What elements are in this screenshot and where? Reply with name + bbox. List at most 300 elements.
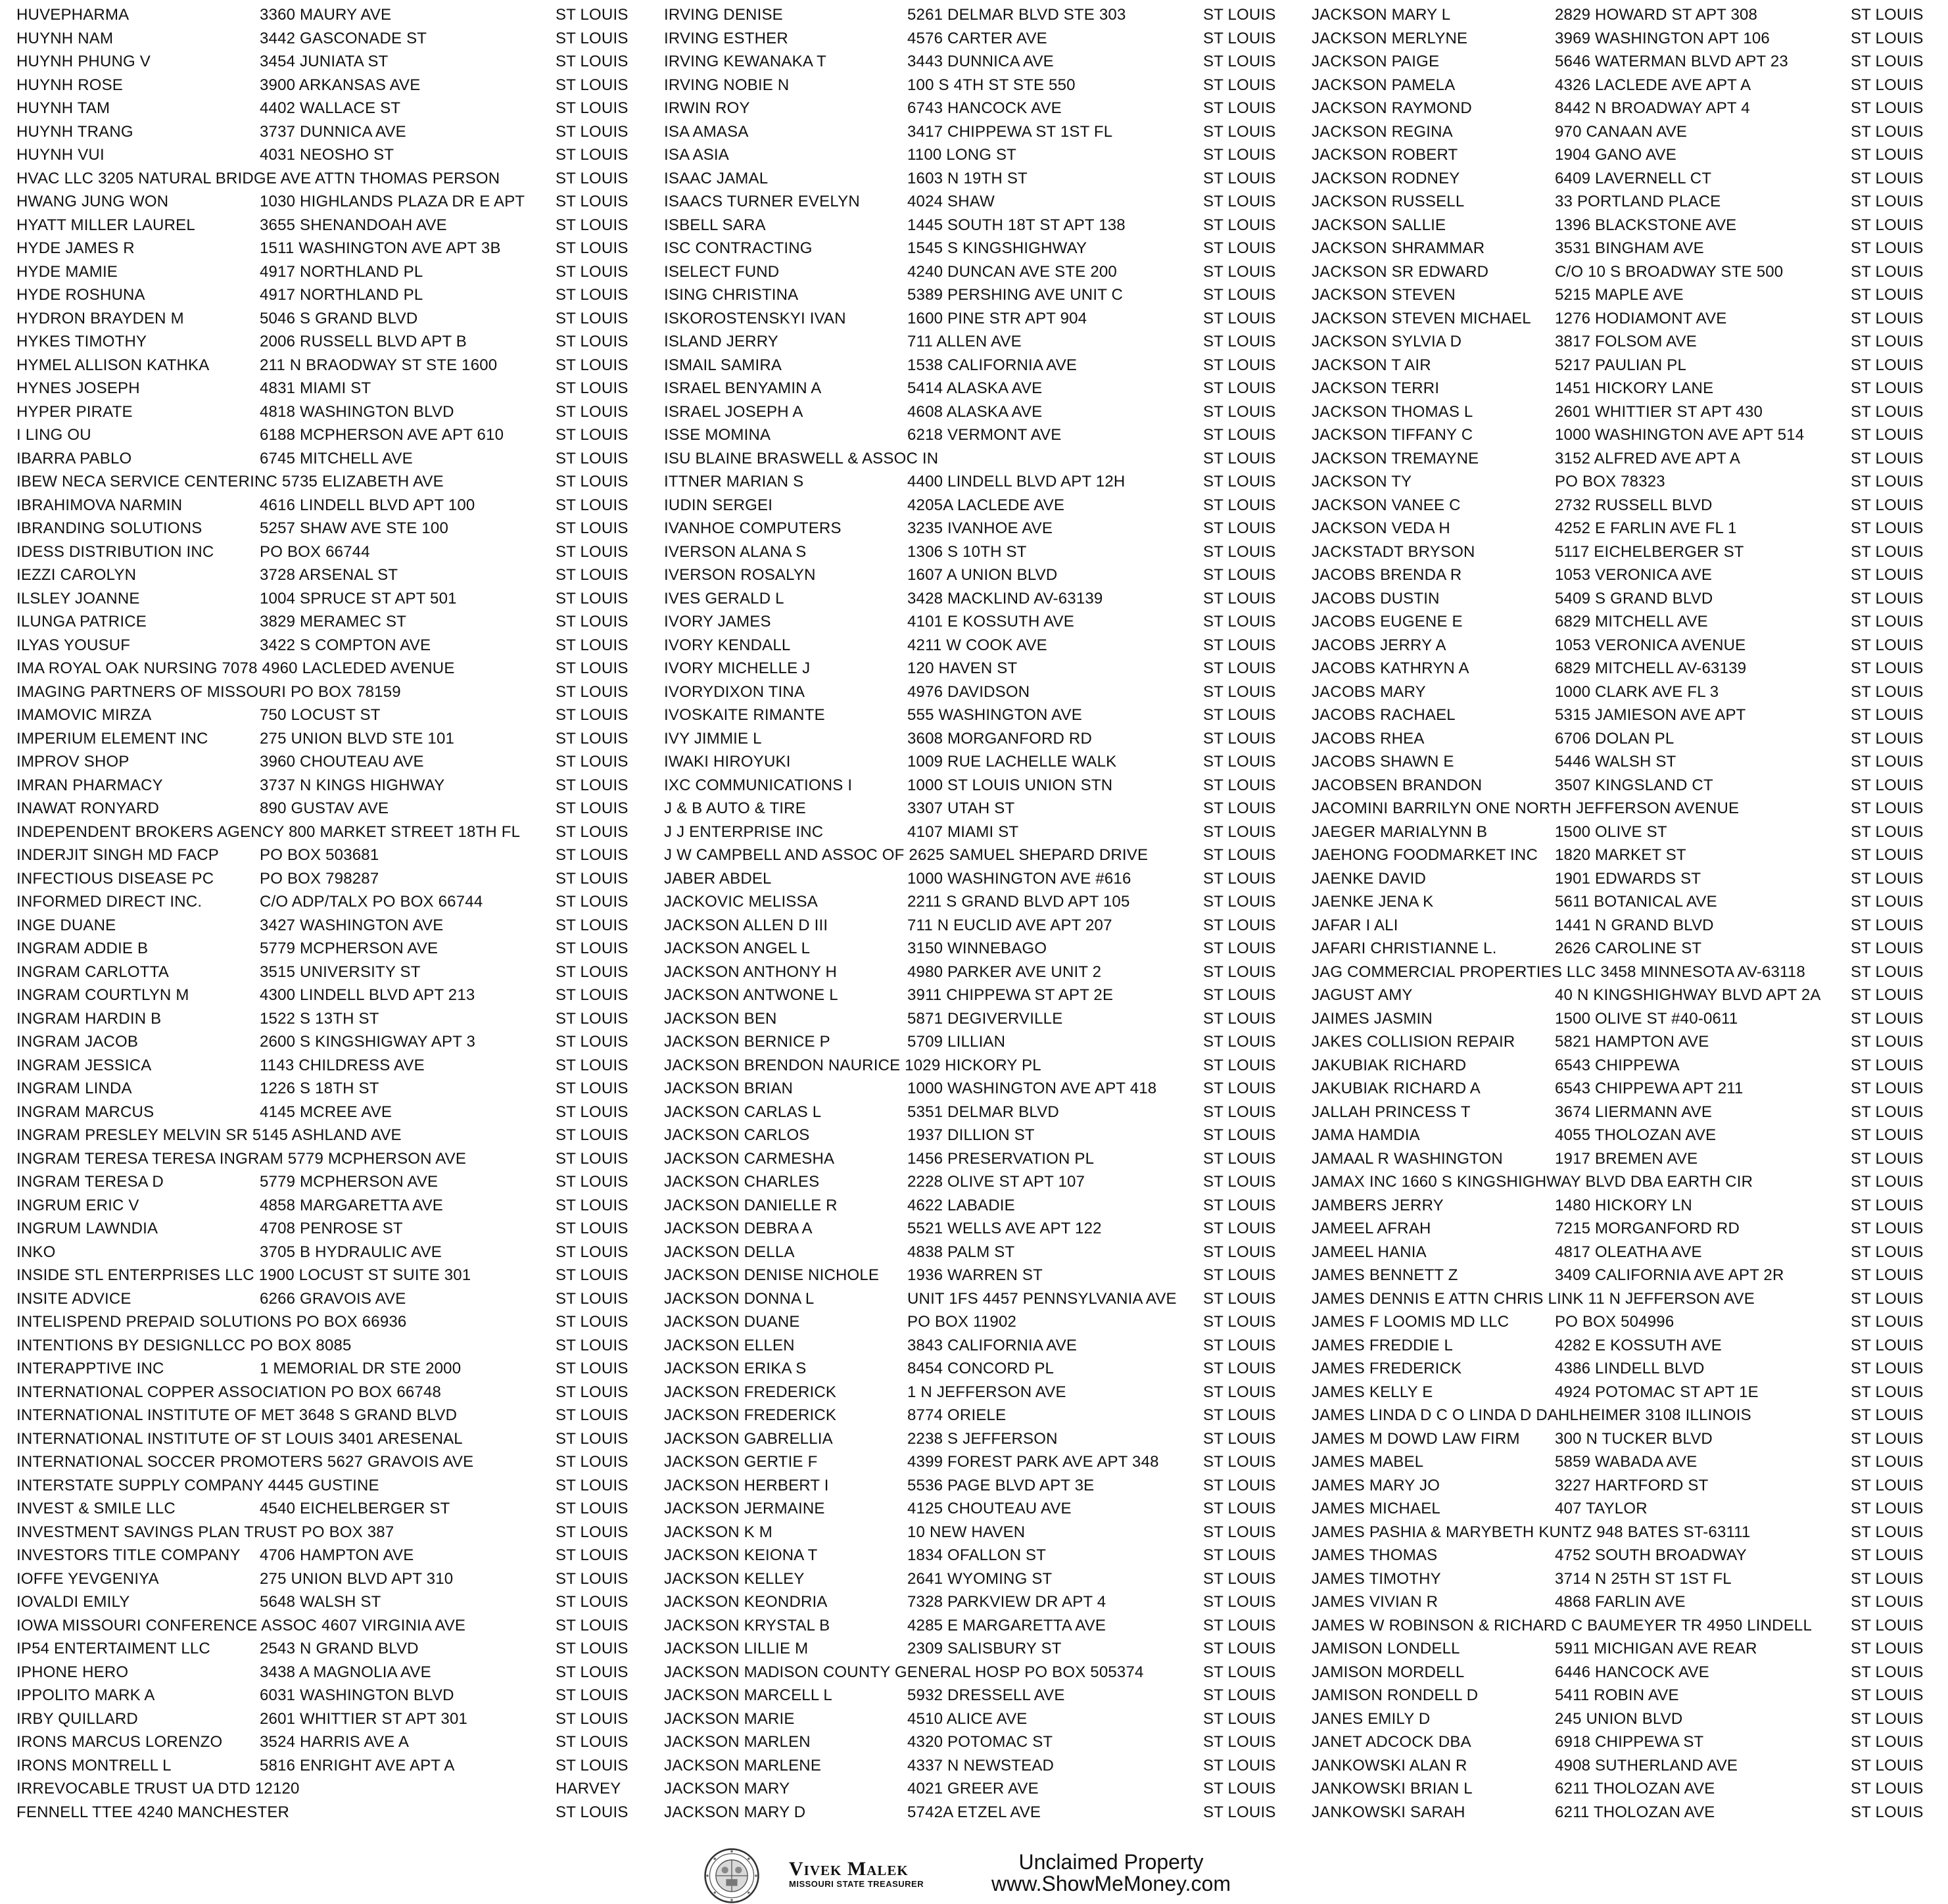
owner-city: ST LOUIS	[1851, 286, 1924, 304]
owner-name: HYATT MILLER LAUREL	[16, 216, 195, 234]
owner-name: JACKSON PAIGE	[1312, 53, 1440, 70]
owner-name: JAIMES JASMIN	[1312, 1009, 1433, 1028]
owner-name-address: ISU BLAINE BRASWELL & ASSOC IN	[664, 449, 939, 467]
owner-address: 5911 MICHIGAN AVE REAR	[1555, 1640, 1757, 1657]
owner-city: ST LOUIS	[1851, 76, 1924, 94]
listing-row	[1312, 657, 1943, 680]
owner-city: ST LOUIS	[556, 1616, 629, 1634]
owner-city: ST LOUIS	[556, 940, 629, 957]
listing-row	[1312, 1054, 1943, 1078]
listing-row	[1312, 890, 1943, 914]
owner-address: 1100 LONG ST	[907, 146, 1017, 164]
listing-row	[664, 1217, 1295, 1241]
owner-city: ST LOUIS	[556, 1663, 629, 1681]
owner-city: ST LOUIS	[1851, 1360, 1924, 1377]
owner-address: 4021 GREER AVE	[907, 1780, 1039, 1797]
owner-address: 4838 PALM ST	[907, 1243, 1015, 1261]
owner-address: 4107 MIAMI ST	[907, 822, 1019, 841]
owner-city: ST LOUIS	[1851, 99, 1924, 117]
owner-address: 1053 VERONICA AVENUE	[1555, 636, 1746, 654]
owner-address: 4145 MCREE AVE	[260, 1103, 392, 1121]
listing-row	[16, 1264, 648, 1287]
listing-row	[16, 1310, 648, 1334]
owner-name: IVORYDIXON TINA	[664, 682, 805, 701]
owner-city: ST LOUIS	[556, 426, 629, 444]
owner-name: INGRAM COURTLYN M	[16, 986, 189, 1004]
owner-name: JACKSON DEBRA A	[664, 1220, 813, 1237]
owner-city: ST LOUIS	[556, 1243, 629, 1261]
owner-city: ST LOUIS	[1851, 1569, 1924, 1588]
owner-name: IVERSON ROSALYN	[664, 566, 816, 584]
owner-address: 3531 BINGHAM AVE	[1555, 239, 1704, 257]
listing-row	[16, 3, 648, 27]
owner-address: 5742A ETZEL AVE	[907, 1803, 1041, 1821]
owner-city: ST LOUIS	[556, 1803, 629, 1821]
state-seal-icon	[703, 1847, 760, 1904]
owner-name: JACOBS SHAWN E	[1312, 753, 1454, 771]
owner-address: PO BOX 503681	[260, 846, 379, 864]
owner-city: ST LOUIS	[1851, 940, 1924, 957]
owner-city: ST LOUIS	[1203, 869, 1276, 888]
owner-name-address: JAMES LINDA D C O LINDA D DAHLHEIMER 3108 ILLINOIS	[1312, 1406, 1751, 1424]
owner-address: 2732 RUSSELL BLVD	[1555, 496, 1713, 514]
owner-city: ST LOUIS	[556, 1733, 629, 1751]
owner-name: IVOSKAITE RIMANTE	[664, 706, 825, 724]
owner-address: 1226 S 18TH ST	[260, 1080, 379, 1097]
owner-name: HWANG JUNG WON	[16, 193, 169, 210]
listing-row	[1312, 1310, 1943, 1334]
owner-name: IP54 ENTERTAIMENT LLC	[16, 1640, 210, 1657]
owner-city: ST LOUIS	[556, 262, 629, 281]
owner-address: 6543 CHIPPEWA	[1555, 1056, 1680, 1074]
listing-row	[664, 377, 1295, 400]
footer	[0, 1841, 1948, 1902]
owner-city: ST LOUIS	[1851, 216, 1924, 234]
owner-address: 4205A LACLEDE AVE	[907, 496, 1065, 514]
listing-row	[16, 354, 648, 377]
owner-city: ST LOUIS	[556, 846, 629, 864]
owner-name: INVEST & SMILE LLC	[16, 1500, 176, 1517]
listing-row	[16, 587, 648, 611]
owner-name: HYMEL ALLISON KATHKA	[16, 356, 210, 374]
listing-row	[1312, 50, 1943, 74]
owner-city: ST LOUIS	[1851, 1173, 1924, 1191]
listing-row	[1312, 423, 1943, 447]
owner-name: IRONS MARCUS LORENZO	[16, 1733, 223, 1751]
listing-row	[16, 703, 648, 727]
owner-address: PO BOX 78323	[1555, 473, 1665, 490]
owner-name: JAMBERS JERRY	[1312, 1196, 1444, 1214]
owner-address: 1834 OFALLON ST	[907, 1546, 1047, 1564]
owner-city: ST LOUIS	[1203, 402, 1276, 421]
owner-name: JACKSON RAYMOND	[1312, 99, 1472, 117]
listing-row	[1312, 447, 1943, 471]
owner-name: JACKSON JERMAINE	[664, 1500, 825, 1517]
owner-city: ST LOUIS	[1851, 1756, 1924, 1774]
owner-name: ITTNER MARIAN S	[664, 473, 804, 490]
listing-row	[16, 540, 648, 564]
owner-name: JACKSON THOMAS L	[1312, 402, 1473, 421]
owner-city: ST LOUIS	[1851, 1266, 1924, 1284]
owner-address: 4706 HAMPTON AVE	[260, 1546, 414, 1564]
owner-city: ST LOUIS	[1851, 1033, 1924, 1051]
owner-city: ST LOUIS	[1851, 1593, 1924, 1611]
listing-row	[1312, 1007, 1943, 1031]
owner-name: INGRAM JACOB	[16, 1033, 139, 1051]
owner-city: ST LOUIS	[1851, 309, 1924, 327]
owner-city: ST LOUIS	[1851, 869, 1924, 888]
owner-city: ST LOUIS	[1203, 426, 1276, 444]
owner-address: 970 CANAAN AVE	[1555, 122, 1688, 141]
owner-name: IPPOLITO MARK A	[16, 1686, 155, 1704]
owner-city: ST LOUIS	[556, 1453, 629, 1471]
owner-address: 4817 OLEATHA AVE	[1555, 1243, 1702, 1261]
listing-column-1	[16, 3, 648, 1824]
listing-row	[664, 1614, 1295, 1638]
listing-row	[664, 540, 1295, 564]
owner-address: 6211 THOLOZAN AVE	[1555, 1780, 1715, 1797]
owner-name: JACKSTADT BRYSON	[1312, 542, 1475, 561]
listing-row	[1312, 97, 1943, 120]
owner-name-address: INTENTIONS BY DESIGNLLCC PO BOX 8085	[16, 1336, 352, 1354]
owner-name: JAMES TIMOTHY	[1312, 1569, 1441, 1588]
owner-city: ST LOUIS	[556, 589, 629, 607]
owner-city: ST LOUIS	[1851, 426, 1924, 444]
listing-row	[664, 470, 1295, 494]
owner-name: JACKSON ANGEL L	[664, 940, 811, 957]
listing-row	[16, 680, 648, 704]
owner-address: 5046 S GRAND BLVD	[260, 309, 418, 327]
listing-row	[16, 377, 648, 400]
owner-address: 1917 BREMEN AVE	[1555, 1149, 1698, 1168]
owner-address: 4055 THOLOZAN AVE	[1555, 1126, 1717, 1144]
owner-city: ST LOUIS	[556, 1593, 629, 1611]
owner-name: ISA ASIA	[664, 146, 729, 164]
owner-city: ST LOUIS	[1851, 542, 1924, 561]
owner-name: IVY JIMMIE L	[664, 729, 762, 748]
listing-row	[664, 867, 1295, 891]
owner-city: ST LOUIS	[556, 286, 629, 304]
listing-row	[16, 1777, 648, 1801]
owner-city: ST LOUIS	[1851, 1663, 1924, 1681]
owner-city: ST LOUIS	[1203, 682, 1276, 701]
owner-city: ST LOUIS	[556, 729, 629, 748]
listing-row	[664, 307, 1295, 331]
listing-row	[1312, 1497, 1943, 1521]
owner-name: JANES EMILY D	[1312, 1709, 1431, 1728]
listing-row	[664, 1077, 1295, 1101]
owner-name: IXC COMMUNICATIONS I	[664, 776, 853, 794]
listing-row	[664, 400, 1295, 424]
listing-row	[1312, 774, 1943, 797]
owner-name: ILSLEY JOANNE	[16, 589, 140, 607]
owner-address: 211 N BRAODWAY ST STE 1600	[260, 356, 498, 374]
listing-row	[16, 423, 648, 447]
owner-name-address: JACKSON MADISON COUNTY GENERAL HOSP PO BOX 505374	[664, 1663, 1144, 1681]
owner-city: ST LOUIS	[1203, 286, 1276, 304]
owner-name: JACKSON VEDA H	[1312, 519, 1450, 537]
owner-city: ST LOUIS	[556, 682, 629, 701]
owner-city: ST LOUIS	[1851, 1289, 1924, 1308]
owner-name: ISLAND JERRY	[664, 333, 779, 350]
listing-row	[664, 1567, 1295, 1591]
owner-name-address: IRREVOCABLE TRUST UA DTD 12120	[16, 1780, 300, 1797]
owner-address: 3911 CHIPPEWA ST APT 2E	[907, 986, 1114, 1004]
owner-city: ST LOUIS	[1851, 496, 1924, 514]
owner-address: 2309 SALISBURY ST	[907, 1640, 1062, 1657]
owner-city: ST LOUIS	[1203, 356, 1276, 374]
listing-row	[16, 517, 648, 540]
owner-city: ST LOUIS	[556, 1103, 629, 1121]
owner-city: ST LOUIS	[556, 122, 629, 141]
owner-city: ST LOUIS	[1851, 379, 1924, 397]
owner-address: 3235 IVANHOE AVE	[907, 519, 1053, 537]
owner-name: JAMES FREDDIE L	[1312, 1336, 1454, 1354]
owner-name: HYDE JAMES R	[16, 239, 135, 257]
owner-address: 6918 CHIPPEWA ST	[1555, 1733, 1704, 1751]
owner-address: 3227 HARTFORD ST	[1555, 1476, 1709, 1494]
owner-city: ST LOUIS	[556, 519, 629, 537]
owner-name: INTERAPPTIVE INC	[16, 1360, 164, 1377]
listing-row	[1312, 750, 1943, 774]
owner-name: JAMAAL R WASHINGTON	[1312, 1149, 1503, 1168]
owner-city: ST LOUIS	[1203, 1546, 1276, 1564]
owner-address: 3728 ARSENAL ST	[260, 566, 398, 584]
listing-row	[664, 1264, 1295, 1287]
owner-city: ST LOUIS	[556, 636, 629, 654]
owner-city: ST LOUIS	[1203, 76, 1276, 94]
owner-city: ST LOUIS	[1203, 753, 1276, 771]
owner-name-address: JAMES PASHIA & MARYBETH KUNTZ 948 BATES ST-63111	[1312, 1523, 1751, 1541]
owner-name: JACKSON CARMESHA	[664, 1149, 835, 1168]
owner-name: JAMISON LONDELL	[1312, 1640, 1460, 1657]
owner-address: 4031 NEOSHO ST	[260, 146, 394, 164]
owner-city: ST LOUIS	[1203, 333, 1276, 350]
listing-row	[1312, 1334, 1943, 1358]
owner-name: HYPER PIRATE	[16, 402, 133, 421]
owner-city: ST LOUIS	[556, 1523, 629, 1541]
owner-address: 1 N JEFFERSON AVE	[907, 1383, 1066, 1401]
owner-city: ST LOUIS	[556, 146, 629, 164]
owner-address: 1 MEMORIAL DR STE 2000	[260, 1360, 462, 1377]
owner-city: ST LOUIS	[556, 99, 629, 117]
owner-address: 120 HAVEN ST	[907, 659, 1018, 677]
owner-address: 5779 MCPHERSON AVE	[260, 1173, 439, 1191]
listing-row	[1312, 1287, 1943, 1311]
owner-name: ILYAS YOUSUF	[16, 636, 131, 654]
listing-row	[16, 1241, 648, 1264]
owner-name-address: INDEPENDENT BROKERS AGENCY 800 MARKET STREET 18TH FL	[16, 822, 521, 841]
owner-city: ST LOUIS	[556, 1709, 629, 1728]
owner-address: 6218 VERMONT AVE	[907, 426, 1062, 444]
owner-city: ST LOUIS	[1203, 659, 1276, 677]
owner-address: 3737 DUNNICA AVE	[260, 122, 406, 141]
owner-name: JACKSON DUANE	[664, 1313, 800, 1331]
owner-name: JACKSON BRIAN	[664, 1080, 793, 1097]
owner-name: HYNES JOSEPH	[16, 379, 140, 397]
owner-address: 1904 GANO AVE	[1555, 146, 1676, 164]
listing-row	[664, 1241, 1295, 1264]
owner-name: ISMAIL SAMIRA	[664, 356, 782, 374]
owner-address: 2228 OLIVE ST APT 107	[907, 1173, 1085, 1191]
listing-row	[16, 563, 648, 587]
owner-address: 3307 UTAH ST	[907, 799, 1015, 817]
owner-name: IRVING KEWANAKA T	[664, 53, 827, 70]
owner-city: ST LOUIS	[1203, 893, 1276, 911]
listing-row	[1312, 821, 1943, 844]
listing-row	[1312, 143, 1943, 167]
listing-row	[664, 587, 1295, 611]
owner-name: JACKSON GABRELLIA	[664, 1429, 833, 1448]
owner-name: HUYNH VUI	[16, 146, 105, 164]
listing-row	[1312, 680, 1943, 704]
owner-name: JACKSON VANEE C	[1312, 496, 1461, 514]
listing-row	[664, 1474, 1295, 1498]
owner-city: ST LOUIS	[1203, 473, 1276, 490]
owner-address: 300 N TUCKER BLVD	[1555, 1429, 1713, 1448]
listing-row	[1312, 283, 1943, 307]
listing-row	[1312, 937, 1943, 961]
owner-name: ISSE MOMINA	[664, 426, 771, 444]
listing-row	[664, 143, 1295, 167]
listing-row	[664, 1754, 1295, 1778]
listing-row	[664, 97, 1295, 120]
listing-row	[1312, 1637, 1943, 1661]
owner-address: 3960 CHOUTEAU AVE	[260, 753, 424, 771]
owner-city: ST LOUIS	[556, 706, 629, 724]
owner-name: JACKSON FREDERICK	[664, 1383, 837, 1401]
listing-row	[16, 1684, 648, 1707]
owner-city: ST LOUIS	[1203, 29, 1276, 47]
listing-row	[16, 774, 648, 797]
owner-city: ST LOUIS	[1851, 473, 1924, 490]
listing-row	[16, 1567, 648, 1591]
owner-city: ST LOUIS	[1203, 1476, 1276, 1494]
owner-city: ST LOUIS	[1203, 822, 1276, 841]
listing-row	[664, 190, 1295, 214]
listing-row	[16, 1661, 648, 1684]
owner-address: 6031 WASHINGTON BLVD	[260, 1686, 454, 1704]
owner-city: ST LOUIS	[1851, 1476, 1924, 1494]
owner-address: 1480 HICKORY LN	[1555, 1196, 1692, 1214]
owner-city: ST LOUIS	[556, 1266, 629, 1284]
listing-row	[16, 1754, 648, 1778]
listing-row	[16, 937, 648, 961]
owner-address: 3969 WASHINGTON APT 106	[1555, 29, 1770, 47]
owner-address: 5351 DELMAR BLVD	[907, 1103, 1059, 1121]
owner-name: IRBY QUILLARD	[16, 1709, 138, 1728]
owner-name: JACKSON HERBERT I	[664, 1476, 829, 1494]
owner-name: JAKUBIAK RICHARD A	[1312, 1080, 1481, 1097]
owner-address: UNIT 1FS 4457 PENNSYLVANIA AVE	[907, 1289, 1177, 1308]
owner-name: JACKSON SR EDWARD	[1312, 262, 1489, 281]
owner-name: JACOBS MARY	[1312, 682, 1426, 701]
owner-name: JACKSON SALLIE	[1312, 216, 1446, 234]
owner-city: ST LOUIS	[556, 1289, 629, 1308]
owner-city: ST LOUIS	[1203, 239, 1276, 257]
owner-city: ST LOUIS	[1851, 753, 1924, 771]
owner-name: JAMEEL HANIA	[1312, 1243, 1427, 1261]
owner-address: 4211 W COOK AVE	[907, 636, 1047, 654]
owner-name: JAEGER MARIALYNN B	[1312, 822, 1488, 841]
owner-city: ST LOUIS	[1851, 1686, 1924, 1704]
owner-name: JACKSON TIFFANY C	[1312, 426, 1473, 444]
owner-name: JACKSON MARCELL L	[664, 1686, 832, 1704]
owner-name: JABER ABDEL	[664, 869, 772, 888]
program-url[interactable]: www.ShowMeMoney.com	[991, 1872, 1231, 1895]
owner-city: ST LOUIS	[1203, 566, 1276, 584]
owner-address: 5389 PERSHING AVE UNIT C	[907, 286, 1124, 304]
listing-row	[1312, 703, 1943, 727]
listing-row	[1312, 74, 1943, 97]
owner-city: ST LOUIS	[1203, 1056, 1276, 1074]
owner-name: IVES GERALD L	[664, 589, 784, 607]
listing-row	[16, 961, 648, 984]
owner-city: ST LOUIS	[556, 893, 629, 911]
owner-address: 2600 S KINGSHIGWAY APT 3	[260, 1033, 476, 1051]
listing-row	[16, 610, 648, 634]
owner-name: JACKSON RODNEY	[1312, 169, 1460, 187]
owner-name: JAMES MICHAEL	[1312, 1500, 1440, 1517]
owner-city: ST LOUIS	[1851, 916, 1924, 934]
owner-city: ST LOUIS	[1851, 519, 1924, 537]
owner-name: JAMES FREDERICK	[1312, 1360, 1462, 1377]
listing-row	[16, 634, 648, 657]
owner-address: 555 WASHINGTON AVE	[907, 706, 1082, 724]
owner-city: ST LOUIS	[1203, 1196, 1276, 1214]
owner-address: 4858 MARGARETTA AVE	[260, 1196, 444, 1214]
owner-name: JAMES THOMAS	[1312, 1546, 1438, 1564]
owner-address: 4540 EICHELBERGER ST	[260, 1500, 450, 1517]
owner-city: ST LOUIS	[1851, 1640, 1924, 1657]
owner-city: ST LOUIS	[1203, 379, 1276, 397]
owner-city: ST LOUIS	[556, 449, 629, 467]
listing-row	[1312, 1381, 1943, 1404]
owner-city: ST LOUIS	[1851, 1103, 1924, 1121]
listing-row	[1312, 984, 1943, 1007]
owner-city: ST LOUIS	[1203, 1593, 1276, 1611]
listing-row	[16, 1590, 648, 1614]
listing-row	[664, 1054, 1295, 1078]
listing-row	[1312, 1217, 1943, 1241]
owner-name: HUYNH ROSE	[16, 76, 124, 94]
owner-city: ST LOUIS	[1203, 1500, 1276, 1517]
owner-address: 2211 S GRAND BLVD APT 105	[907, 893, 1130, 911]
owner-address: 1000 WASHINGTON AVE APT 418	[907, 1080, 1157, 1097]
owner-city: ST LOUIS	[1851, 6, 1924, 24]
owner-name: JACKSON GERTIE F	[664, 1453, 818, 1471]
listing-row	[1312, 540, 1943, 564]
owner-name: JACKSON TERRI	[1312, 379, 1440, 397]
listing-row	[664, 1801, 1295, 1824]
owner-address: 3360 MAURY AVE	[260, 6, 392, 24]
owner-name-address: INGRAM TERESA TERESA INGRAM 5779 MCPHERSON AVE	[16, 1149, 467, 1168]
listing-row	[664, 1124, 1295, 1147]
listing-row	[16, 1801, 648, 1824]
listing-row	[664, 914, 1295, 938]
owner-name: IRVING DENISE	[664, 6, 783, 24]
owner-address: 5315 JAMIESON AVE APT	[1555, 706, 1746, 724]
owner-name: IRONS MONTRELL L	[16, 1756, 172, 1774]
owner-address: 5261 DELMAR BLVD STE 303	[907, 6, 1126, 24]
owner-city: ST LOUIS	[556, 566, 629, 584]
listing-row	[664, 1637, 1295, 1661]
listing-row	[1312, 1614, 1943, 1638]
owner-city: ST LOUIS	[556, 76, 629, 94]
listing-row	[16, 1614, 648, 1638]
owner-address: 1000 CLARK AVE FL 3	[1555, 682, 1719, 701]
owner-city: ST LOUIS	[556, 1686, 629, 1704]
